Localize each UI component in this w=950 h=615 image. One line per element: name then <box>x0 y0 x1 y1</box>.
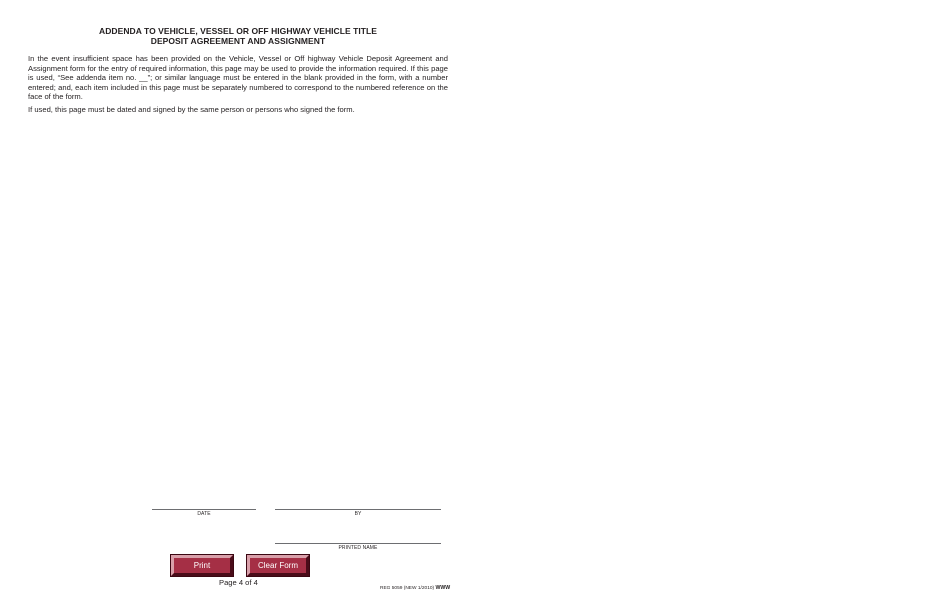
signature-note: If used, this page must be dated and signed by the same person or persons who signed the form. <box>28 105 355 114</box>
printed-name-label: PRINTED NAME <box>338 545 378 551</box>
by-field[interactable] <box>275 496 441 509</box>
intro-paragraph: In the event insufficient space has been provided on the Vehicle, Vessel or Off highway Vehicle Deposit Agreement and Assignment form for the entry of required information, this page may be used to provide the information required. If this page is used, “See addenda item no. __”; or similar language must be entered in the blank provided in the form, with a number entered; and, each item included in this page must be separately numbered to correspond to the numbered reference on the face of the form. <box>28 54 448 102</box>
printed-name-field[interactable] <box>275 530 441 543</box>
print-button[interactable] <box>171 555 233 576</box>
form-title-line-2: DEPOSIT AGREEMENT AND ASSIGNMENT <box>150 36 326 46</box>
form-id-text: REG 5059 (NEW 1/2010) <box>380 586 435 591</box>
form-title-line-1: ADDENDA TO VEHICLE, VESSEL OR OFF HIGHWAY VEHICLE TITLE <box>99 26 377 36</box>
clear-form-button[interactable] <box>247 555 309 576</box>
page-number: Page 4 of 4 <box>219 578 258 587</box>
date-line <box>152 509 256 510</box>
form-id-suffix: WWW <box>435 585 451 591</box>
print-button-label: Print <box>193 561 211 570</box>
date-label: DATE <box>197 511 211 517</box>
date-field[interactable] <box>152 496 256 509</box>
by-label: BY <box>354 511 362 517</box>
printed-name-line <box>275 543 441 544</box>
form-title <box>28 26 448 46</box>
clear-form-button-label: Clear Form <box>257 561 298 570</box>
by-line <box>275 509 441 510</box>
form-identifier <box>380 585 450 592</box>
